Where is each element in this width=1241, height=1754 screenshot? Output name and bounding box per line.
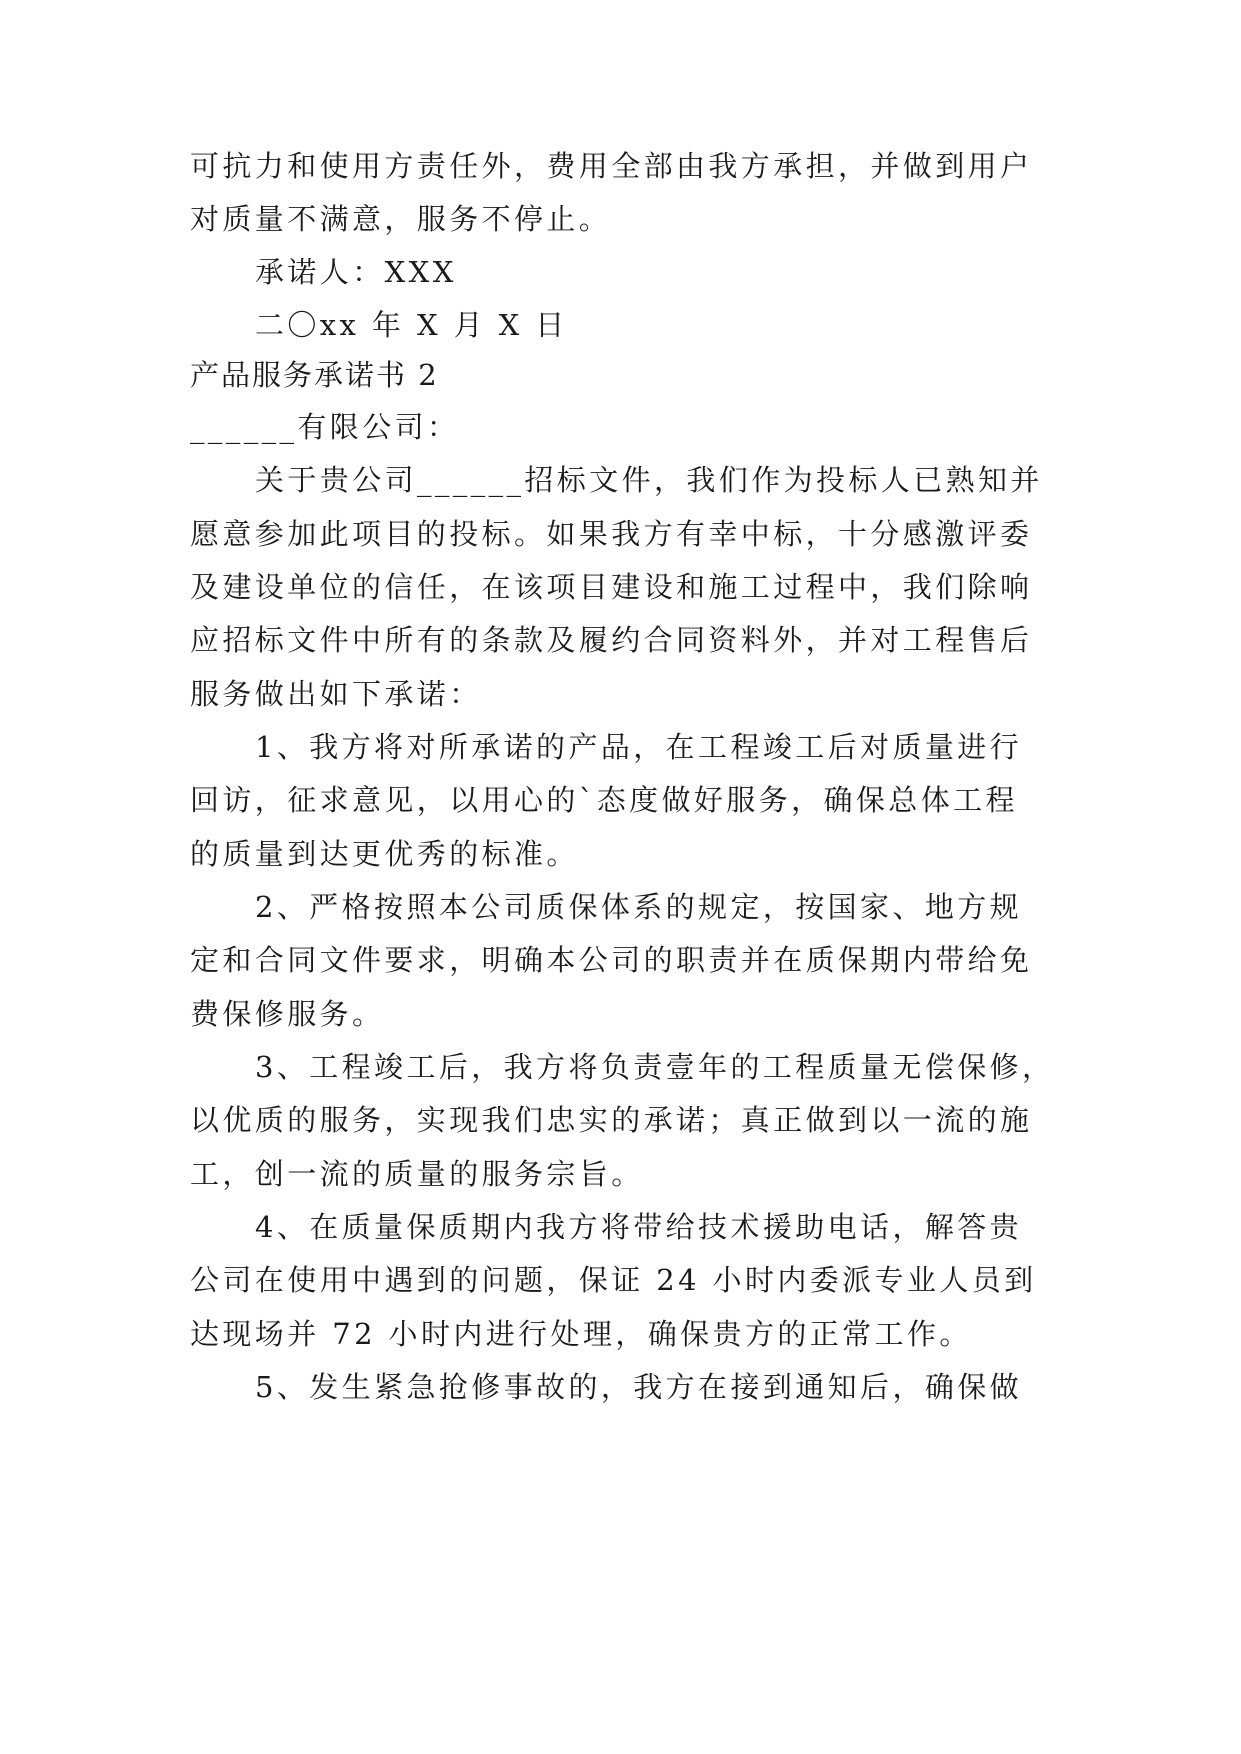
list-item-line: 回访，征求意见，以用心的`态度做好服务，确保总体工程 xyxy=(190,783,1018,817)
paragraph-line: 关于贵公司______招标文件，我们作为投标人已熟知并 xyxy=(255,463,1043,497)
addressee-line: ______有限公司： xyxy=(190,410,460,444)
signatory-line: 承诺人：XXX xyxy=(255,255,457,289)
list-item-line: 工，创一流的质量的服务宗旨。 xyxy=(190,1157,644,1191)
section-title: 产品服务承诺书 2 xyxy=(190,358,439,392)
paragraph-line: 应招标文件中所有的条款及履约合同资料外，并对工程售后 xyxy=(190,623,1033,657)
list-item-line: 1、我方将对所承诺的产品，在工程竣工后对质量进行 xyxy=(255,730,1023,764)
paragraph-line: 及建设单位的信任，在该项目建设和施工过程中，我们除响 xyxy=(190,570,1033,604)
list-item-line: 公司在使用中遇到的问题，保证 24 小时内委派专业人员到 xyxy=(190,1263,1037,1297)
paragraph-line: 对质量不满意，服务不停止。 xyxy=(190,202,612,236)
list-item-line: 以优质的服务，实现我们忠实的承诺；真正做到以一流的施 xyxy=(190,1103,1033,1137)
list-item-line: 定和合同文件要求，明确本公司的职责并在质保期内带给免 xyxy=(190,943,1033,977)
list-item-line: 2、严格按照本公司质保体系的规定，按国家、地方规 xyxy=(255,890,1023,924)
list-item-line: 3、工程竣工后，我方将负责壹年的工程质量无偿保修， xyxy=(255,1050,1055,1084)
paragraph-line: 愿意参加此项目的投标。如果我方有幸中标，十分感激评委 xyxy=(190,517,1033,551)
list-item-line: 5、发生紧急抢修事故的，我方在接到通知后，确保做 xyxy=(255,1370,1023,1404)
list-item-line: 达现场并 72 小时内进行处理，确保贵方的正常工作。 xyxy=(190,1317,972,1351)
date-line: 二〇xx 年 X 月 X 日 xyxy=(255,308,568,342)
list-item-line: 费保修服务。 xyxy=(190,997,385,1031)
paragraph-line: 可抗力和使用方责任外，费用全部由我方承担，并做到用户 xyxy=(190,149,1033,183)
list-item-line: 的质量到达更优秀的标准。 xyxy=(190,837,579,871)
paragraph-line: 服务做出如下承诺： xyxy=(190,677,482,711)
list-item-line: 4、在质量保质期内我方将带给技术援助电话，解答贵 xyxy=(255,1210,1023,1244)
